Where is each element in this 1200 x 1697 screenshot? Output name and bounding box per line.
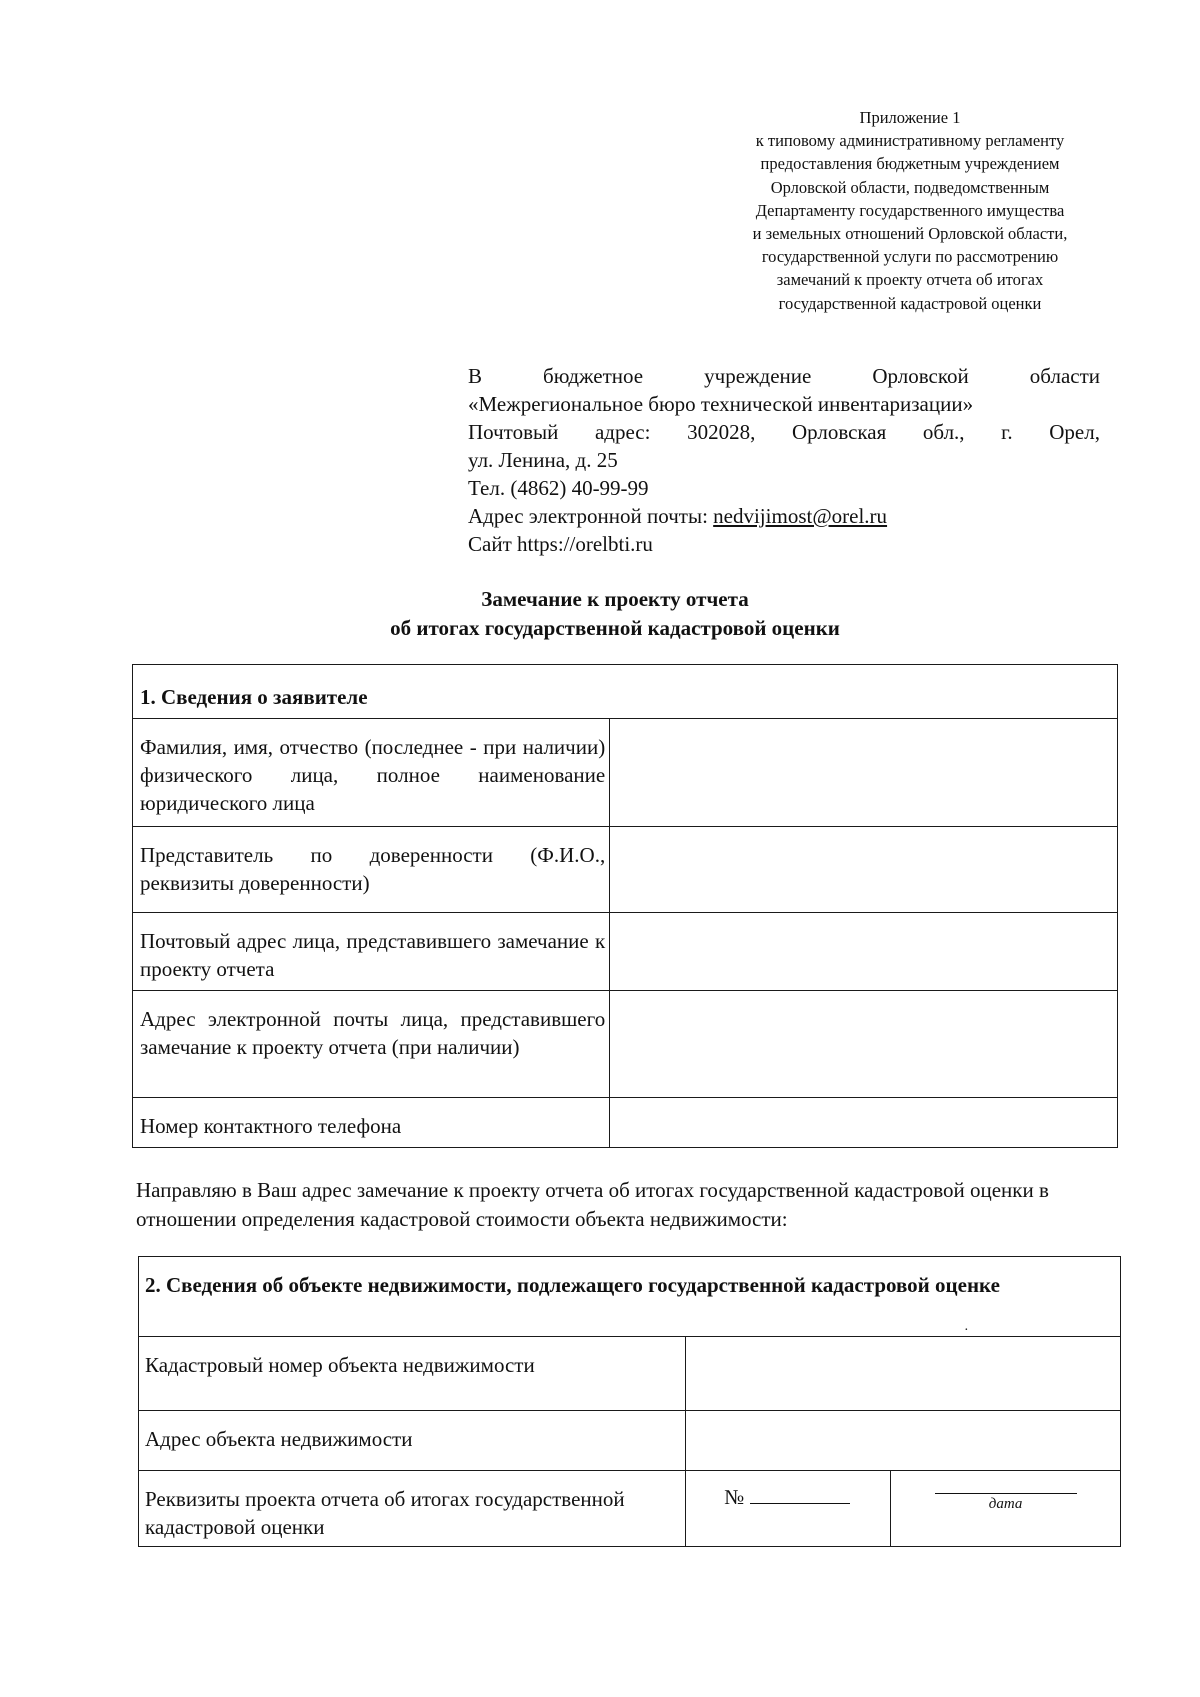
field-label-email: Адрес электронной почты лица, представившего замечание к проекту отчета (при наличии) (133, 991, 610, 1098)
title-line: об итогах государственной кадастровой оценки (390, 616, 840, 640)
appendix-line: государственной кадастровой оценки (778, 293, 1042, 313)
appendix-line: Орловской области, подведомственным (770, 177, 1050, 197)
appendix-header (680, 106, 1140, 315)
addressee-line: Почтовый адрес: 302028, Орловская обл., г. Орел, (468, 420, 1100, 444)
intro-paragraph: Направляю в Ваш адрес замечание к проекту отчета об итогах государственной кадастровой оценки в отношении определения кадастровой стоимости объекта недвижимости: (136, 1178, 1049, 1231)
addressee-line: В бюджетное учреждение Орловской области (468, 364, 1100, 388)
field-value-postal-address[interactable] (610, 913, 1118, 991)
addressee-site: Сайт https://orelbti.ru (468, 532, 653, 556)
field-value-representative[interactable] (610, 827, 1118, 913)
field-label-postal-address: Почтовый адрес лица, представившего замечание к проекту отчета (133, 913, 610, 991)
appendix-line: государственной услуги по рассмотрению (761, 247, 1059, 267)
appendix-line: к типовому административному регламенту (755, 131, 1065, 151)
report-date-field[interactable] (891, 1471, 1121, 1547)
field-label-full-name: Фамилия, имя, отчество (последнее - при наличии) физического лица, полное наименование юридического лица (133, 719, 610, 827)
section-heading: 1. Сведения о заявителе (133, 665, 1118, 719)
field-label-cadastral-number: Кадастровый номер объекта недвижимости (139, 1337, 686, 1411)
addressee-line: ул. Ленина, д. 25 (468, 448, 618, 472)
field-label-representative: Представитель по доверенности (Ф.И.О., реквизиты доверенности) (133, 827, 610, 913)
field-label-property-address: Адрес объекта недвижимости (139, 1411, 686, 1471)
appendix-line: и земельных отношений Орловской области, (752, 224, 1068, 244)
field-value-phone[interactable] (610, 1098, 1118, 1148)
email-label: Адрес электронной почты: (468, 504, 714, 528)
section-heading: 2. Сведения об объекте недвижимости, подлежащего государственной кадастровой оценке (139, 1257, 1121, 1337)
date-caption: дата (988, 1496, 1023, 1512)
field-value-property-address[interactable] (686, 1411, 1121, 1471)
applicant-table (132, 664, 1118, 1148)
addressee-line: «Межрегиональное бюро технической инвентаризации» (468, 392, 974, 416)
number-blank-line (750, 1499, 850, 1504)
appendix-line: предоставления бюджетным учреждением (760, 154, 1060, 174)
property-table (138, 1256, 1121, 1547)
appendix-line: Департаменту государственного имущества (755, 200, 1065, 220)
appendix-line: Приложение 1 (859, 108, 961, 127)
field-value-cadastral-number[interactable] (686, 1337, 1121, 1411)
scan-mark: · (964, 1323, 969, 1338)
report-number-field[interactable] (686, 1471, 891, 1547)
email-link[interactable]: nedvijimost@orel.ru (713, 504, 888, 528)
document-title (300, 585, 930, 643)
field-label-phone: Номер контактного телефона (133, 1098, 610, 1148)
addressee-phone: Тел. (4862) 40-99-99 (468, 476, 649, 500)
title-line: Замечание к проекту отчета (481, 587, 749, 611)
field-label-report-details: Реквизиты проекта отчета об итогах государственной кадастровой оценки (139, 1471, 686, 1547)
number-sign: № (724, 1485, 745, 1509)
addressee-email-row (468, 502, 1100, 530)
appendix-line: замечаний к проекту отчета об итогах (776, 270, 1044, 290)
field-value-email[interactable] (610, 991, 1118, 1098)
addressee-block (468, 362, 1100, 558)
field-value-full-name[interactable] (610, 719, 1118, 827)
